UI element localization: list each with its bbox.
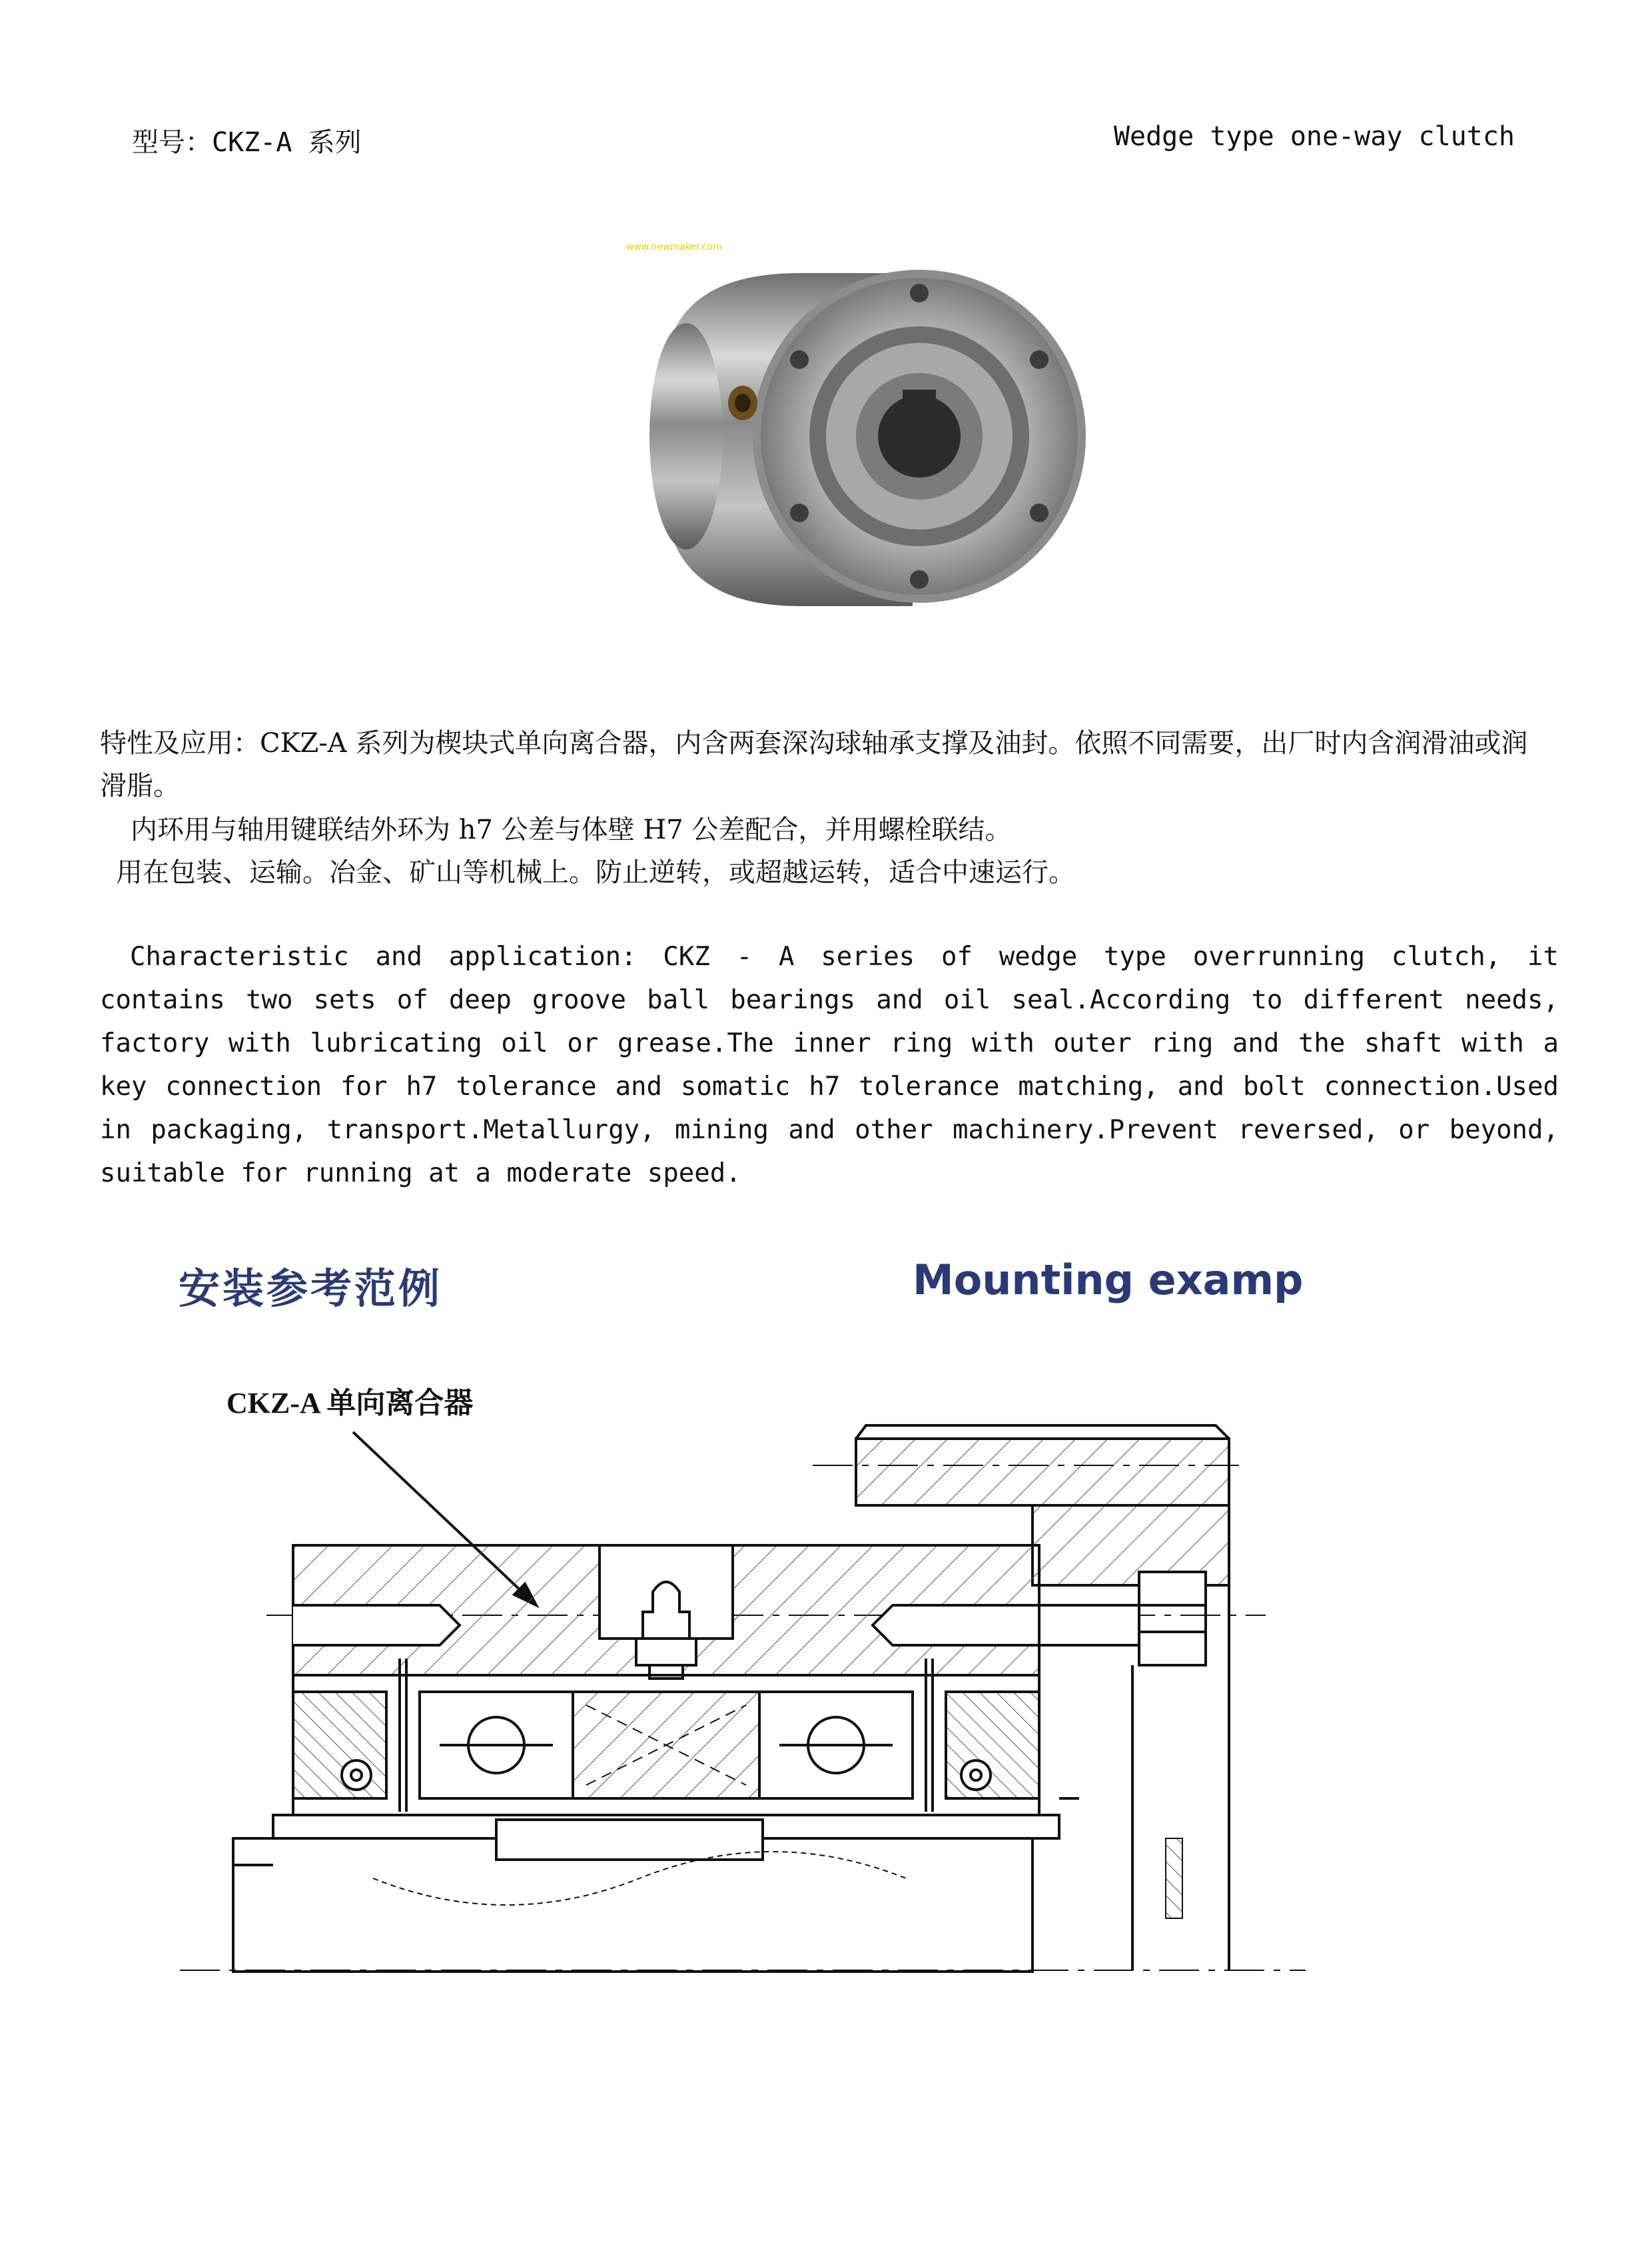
mounting-title-zh: 安装参考范例 [179,1264,443,1313]
bolt-head [1139,1572,1206,1665]
key [496,1820,763,1860]
watermark-text: www.newmaker.com [626,242,722,252]
mounting-title-en: Mounting examp [913,1256,1304,1304]
seal-right [946,1692,1039,1798]
seal-left [293,1692,386,1798]
description-zh-para1: 特性及应用：CKZ-A 系列为楔块式单向离合器，内含两套深沟球轴承支撑及油封。依照不同需要，出厂时内含润滑油或润滑脂。 [100,728,1528,801]
mounting-drawing [173,1412,1306,1998]
housing-block [856,1439,1229,1505]
description-zh-para3: 用在包装、运输。冶金、矿山等机械上。防止逆转，或超越运转，适合中速运行。 [116,857,1075,888]
model-title: 型号：CKZ-A 系列 [132,127,362,158]
product-subtitle: Wedge type one-way clutch [1113,121,1515,152]
description-zh-para2: 内环用与轴用键联结外环为 h7 公差与体壁 H7 公差配合，并用螺栓联结。 [131,815,1012,845]
clutch-photo [600,233,1086,659]
description-en: Characteristic and application: CKZ - A series of wedge type overrunning clutch, it contains two sets of deep groove ball bearings and oil seal.According to different needs, factory with lubricating oil or grease.The inner ring with outer ring and the shaft with a key connection for h7 tolerance and somatic h7 tolerance matching, and bolt connection.Used in packaging, transport.Metallurgy, mining and other machinery.Prevent reversed, or beyond, suitable for running at a moderate speed. [100,942,1559,1188]
part-label: CKZ-A 单向离合器 [226,1387,474,1419]
